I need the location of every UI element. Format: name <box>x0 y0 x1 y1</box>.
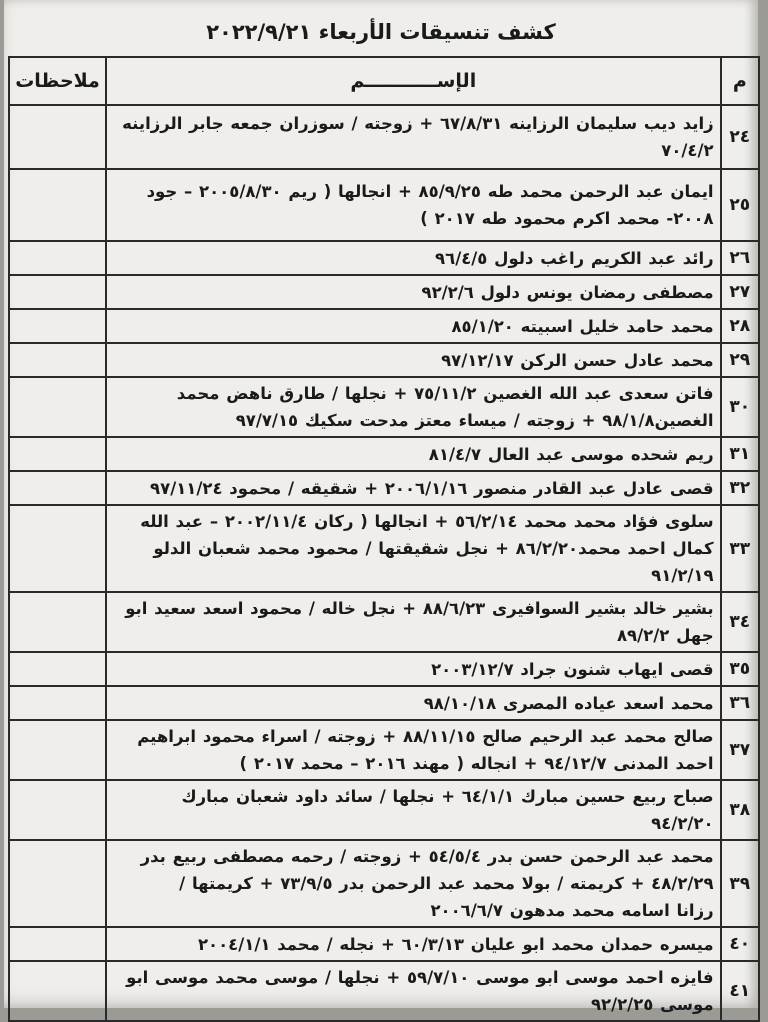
table-row <box>9 169 759 241</box>
row-name-cell <box>106 275 721 309</box>
row-name-line: فاتن سعدى عبد الله الغصين ٧٥/١١/٢ + نجلها / طارق ناهض محمد <box>176 384 714 403</box>
row-number: ٢٩ <box>721 343 759 377</box>
row-notes-cell <box>9 169 106 241</box>
row-name-line: احمد المدنى ٩٤/١٢/٧ + انجاله ( مهند ٢٠١٦ – محمد ٢٠١٧ ) <box>239 754 714 773</box>
row-name-cell <box>106 309 721 343</box>
row-notes-cell <box>9 780 106 840</box>
row-notes-cell <box>9 105 106 169</box>
row-name-line: فايزه احمد موسى ابو موسى ٥٩/٧/١٠ + نجلها / موسى محمد موسى ابو <box>126 968 714 987</box>
row-number: ٢٤ <box>721 105 759 169</box>
row-number: ٤٠ <box>721 927 759 961</box>
row-notes-cell <box>9 505 106 592</box>
table-row <box>9 686 759 720</box>
row-name-line: محمد اسعد عياده المصرى ٩٨/١٠/١٨ <box>423 693 714 713</box>
row-name-line: ميسره حمدان محمد ابو عليان ٦٠/٣/١٣ + نجله / محمد ٢٠٠٤/١/١ <box>197 934 714 954</box>
row-name-line: ٩٤/٢/٢٠ <box>651 814 714 833</box>
row-name-cell <box>106 720 721 780</box>
row-number: ٢٧ <box>721 275 759 309</box>
row-name-line: سلوى فؤاد محمد محمد ٥٦/٢/١٤ + انجالها ( ركان ٢٠٠٢/١١/٤ – عبد الله <box>140 512 714 531</box>
row-number: ٢٨ <box>721 309 759 343</box>
row-name-line: بشير خالد بشير السوافيرى ٨٨/٦/٢٣ + نجل خاله / محمود اسعد سعيد ابو <box>125 599 714 618</box>
row-number: ٣٩ <box>721 840 759 927</box>
table-row <box>9 241 759 275</box>
row-notes-cell <box>9 686 106 720</box>
row-notes-cell <box>9 720 106 780</box>
table-header-row <box>9 57 759 105</box>
row-name-cell <box>106 343 721 377</box>
table-body <box>9 105 759 1021</box>
table-row <box>9 840 759 927</box>
document-title: كشف تنسيقات الأربعاء ٢٠٢٢/٩/٢١ <box>206 20 556 44</box>
document-page <box>4 0 758 1014</box>
row-name-line: صباح ربيع حسين مبارك ٦٤/١/١ + نجلها / سائد داود شعبان مبارك <box>181 787 714 806</box>
row-name-cell <box>106 505 721 592</box>
table-row <box>9 720 759 780</box>
row-name-line: صالح محمد عبد الرحيم صالح ٨٨/١١/١٥ + زوجته / اسراء محمود ابراهيم <box>137 727 714 746</box>
row-name-line: محمد عبد الرحمن حسن بدر ٥٤/٥/٤ + زوجته / رحمه مصطفى ربيع بدر <box>140 847 714 866</box>
table-row <box>9 275 759 309</box>
row-name-line: ايمان عبد الرحمن محمد طه ٨٥/٩/٢٥ + انجالها ( ريم ٢٠٠٥/٨/٣٠ – جود <box>146 182 714 201</box>
row-name-cell <box>106 652 721 686</box>
table-row <box>9 505 759 592</box>
row-name-line: ريم شحده موسى عبد العال ٨١/٤/٧ <box>428 444 714 464</box>
row-name-line: زايد ديب سليمان الرزاينه ٦٧/٨/٣١ + زوجته / سوزران جمعه جابر الرزاينه <box>122 114 714 133</box>
row-number: ٢٥ <box>721 169 759 241</box>
row-notes-cell <box>9 275 106 309</box>
table-row <box>9 343 759 377</box>
table-row <box>9 780 759 840</box>
row-name-line: ٢٠٠٨- محمد اكرم محمود طه ٢٠١٧ ) <box>420 209 714 228</box>
row-name-cell <box>106 377 721 437</box>
row-notes-cell <box>9 343 106 377</box>
table-row <box>9 471 759 505</box>
row-name-cell <box>106 169 721 241</box>
row-number: ٣٥ <box>721 652 759 686</box>
row-name-cell <box>106 437 721 471</box>
row-notes-cell <box>9 961 106 1021</box>
row-notes-cell <box>9 927 106 961</box>
row-number: ٢٦ <box>721 241 759 275</box>
row-name-line: جهل ٨٩/٢/٢ <box>616 626 714 645</box>
row-name-line: ٩١/٢/١٩ <box>651 566 714 585</box>
row-notes-cell <box>9 652 106 686</box>
row-notes-cell <box>9 471 106 505</box>
row-number: ٣٠ <box>721 377 759 437</box>
row-number: ٣٨ <box>721 780 759 840</box>
row-name-line: محمد عادل حسن الركن ٩٧/١٢/١٧ <box>441 350 714 370</box>
row-notes-cell <box>9 309 106 343</box>
header-name: الإســـــــــــم <box>106 57 721 105</box>
row-name-line: رائد عبد الكريم راغب دلول ٩٦/٤/٥ <box>435 248 714 268</box>
row-name-line: موسى ٩٢/٢/٢٥ <box>590 995 714 1014</box>
row-name-line: قصى عادل عبد القادر منصور ٢٠٠٦/١/١٦ + شقيقه / محمود ٩٧/١١/٢٤ <box>150 478 714 498</box>
row-name-cell <box>106 780 721 840</box>
row-notes-cell <box>9 592 106 652</box>
row-notes-cell <box>9 241 106 275</box>
row-name-line: محمد حامد خليل اسبيته ٨٥/١/٢٠ <box>451 316 714 336</box>
header-notes: ملاحظات <box>9 57 106 105</box>
row-notes-cell <box>9 437 106 471</box>
table-row <box>9 652 759 686</box>
row-name-cell <box>106 686 721 720</box>
row-name-cell <box>106 927 721 961</box>
row-number: ٣٤ <box>721 592 759 652</box>
row-name-line: مصطفى رمضان يونس دلول ٩٢/٢/٦ <box>421 282 714 302</box>
header-number: م <box>721 57 759 105</box>
row-name-line: رزانا اسامه محمد مدهون ٢٠٠٦/٦/٧ <box>430 901 714 920</box>
row-number: ٣٢ <box>721 471 759 505</box>
table-row <box>9 592 759 652</box>
table-row <box>9 437 759 471</box>
table-row <box>9 377 759 437</box>
row-name-cell <box>106 961 721 1021</box>
row-notes-cell <box>9 377 106 437</box>
table-row <box>9 961 759 1021</box>
row-name-cell <box>106 592 721 652</box>
row-number: ٣٧ <box>721 720 759 780</box>
row-name-line: قصى ايهاب شنون جراد ٢٠٠٣/١٢/٧ <box>431 659 714 679</box>
row-number: ٣٦ <box>721 686 759 720</box>
row-number: ٣٣ <box>721 505 759 592</box>
row-name-line: ٤٨/٢/٢٩ + كريمته / بولا محمد عبد الرحمن بدر ٧٣/٩/٥ + كريمتها / <box>179 874 714 893</box>
row-name-line: ٧٠/٤/٢ <box>661 141 714 160</box>
row-name-cell <box>106 241 721 275</box>
row-name-cell <box>106 105 721 169</box>
row-name-cell <box>106 471 721 505</box>
row-number: ٣١ <box>721 437 759 471</box>
row-name-cell <box>106 840 721 927</box>
row-number: ٤١ <box>721 961 759 1021</box>
table-row <box>9 105 759 169</box>
row-name-line: كمال احمد محمد٨٦/٢/٢٠ + نجل شقيقتها / محمود محمد شعبان الدلو <box>153 539 714 558</box>
row-notes-cell <box>9 840 106 927</box>
names-table <box>8 56 760 1022</box>
table-row <box>9 309 759 343</box>
table-row <box>9 927 759 961</box>
row-name-line: الغصين٩٨/١/٨ + زوجته / ميساء معتز مدحت سكيك ٩٧/٧/١٥ <box>235 411 714 430</box>
